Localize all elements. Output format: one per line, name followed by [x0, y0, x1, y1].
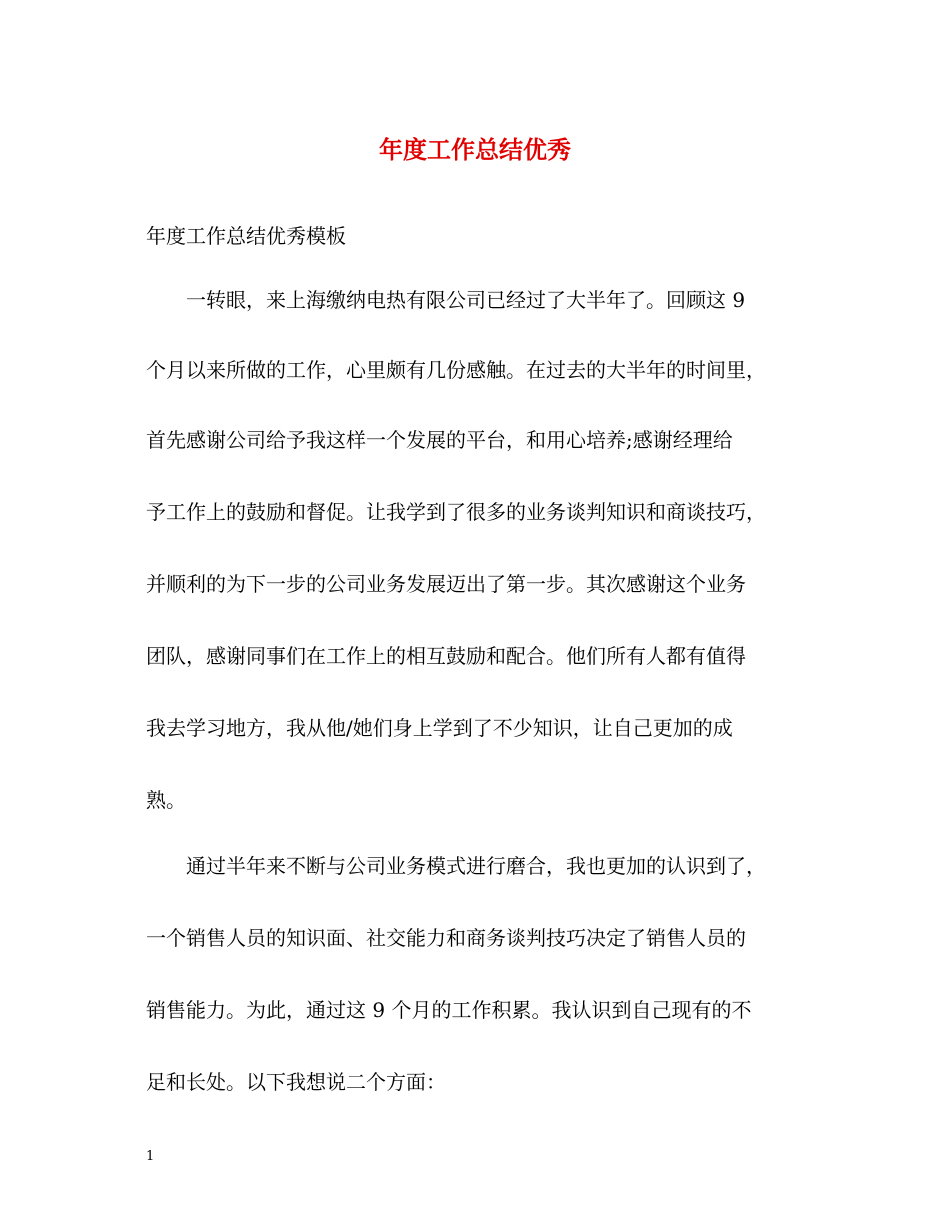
paragraph-1-line-8: 熟。: [146, 788, 186, 812]
paragraph-1-line-5: 并顺利的为下一步的公司业务发展迈出了第一步。其次感谢这个业务: [146, 572, 746, 596]
paragraph-1-line-1: 一转眼，来上海缴纳电热有限公司已经过了大半年了。回顾这 9: [186, 288, 746, 312]
page-number: 1: [146, 1149, 155, 1164]
paragraph-2-line-1: 通过半年来不断与公司业务模式进行磨合，我也更加的认识到了，: [186, 854, 766, 878]
paragraph-2-line-2: 一个销售人员的知识面、社交能力和商务谈判技巧决定了销售人员的: [146, 926, 746, 950]
paragraph-1-line-2: 个月以来所做的工作，心里颇有几份感触。在过去的大半年的时间里，: [146, 358, 766, 382]
document-subtitle: 年度工作总结优秀模板: [146, 224, 346, 248]
paragraph-2-line-4: 足和长处。以下我想说二个方面：: [146, 1070, 446, 1094]
paragraph-2-line-3: 销售能力。为此，通过这 9 个月的工作积累。我认识到自己现有的不: [146, 998, 752, 1022]
paragraph-1-line-3: 首先感谢公司给予我这样一个发展的平台，和用心培养;感谢经理给: [146, 428, 733, 452]
paragraph-1-line-7: 我去学习地方，我从他/她们身上学到了不少知识，让自己更加的成: [146, 716, 733, 740]
document-title: 年度工作总结优秀: [379, 135, 571, 164]
paragraph-1-line-6: 团队，感谢同事们在工作上的相互鼓励和配合。他们所有人都有值得: [146, 644, 746, 668]
paragraph-1-line-4: 予工作上的鼓励和督促。让我学到了很多的业务谈判知识和商谈技巧，: [146, 500, 766, 524]
